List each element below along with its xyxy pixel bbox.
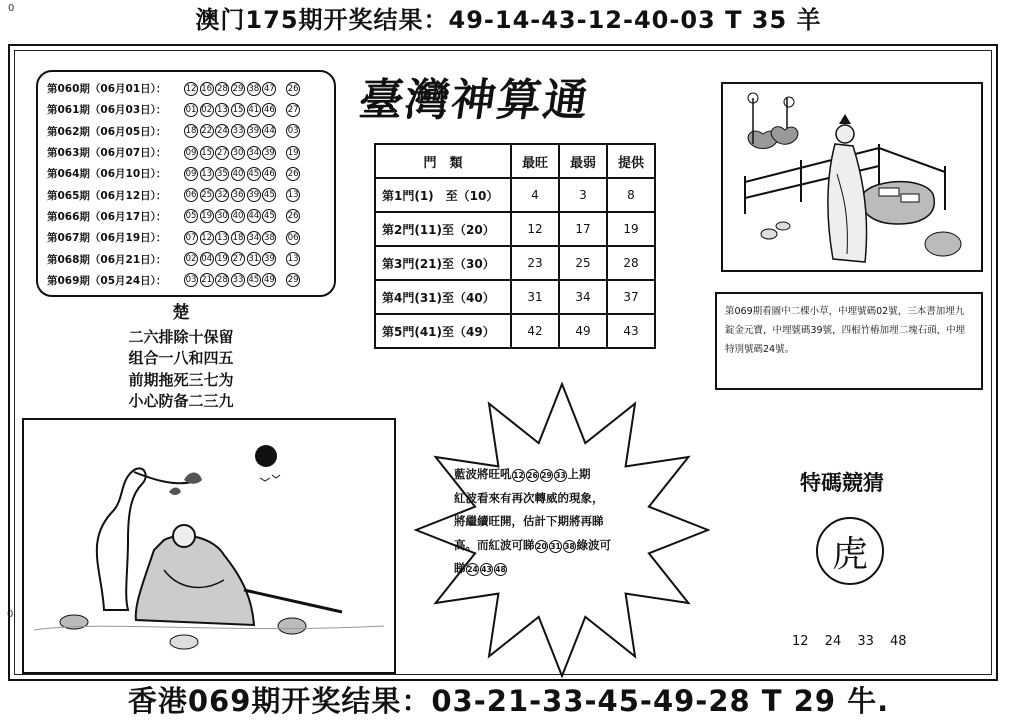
number-ball: 04 bbox=[201, 254, 213, 265]
zodiac-circle bbox=[816, 517, 884, 585]
table-header: 最旺 bbox=[511, 144, 559, 178]
number-ball: 30 bbox=[232, 147, 244, 158]
history-label: 第061期（06月03日）： bbox=[47, 104, 167, 117]
number-ball: 31 bbox=[248, 254, 260, 265]
history-row bbox=[47, 206, 326, 227]
number-ball: 02 bbox=[201, 104, 213, 115]
number-ball: 45 bbox=[248, 275, 260, 286]
number-ball: 29 bbox=[540, 469, 553, 482]
number-ball: 36 bbox=[232, 190, 244, 201]
special-number-ball: 06 bbox=[287, 232, 299, 243]
history-label: 第060期（06月01日）： bbox=[47, 83, 167, 96]
special-guess-title: 特碼競猜 bbox=[800, 471, 884, 495]
top-banner-result: 澳门175期开奖结果：49-14-43-12-40-03 T 35 羊 bbox=[195, 6, 822, 34]
page-title: 臺灣神算通 bbox=[355, 75, 593, 126]
table-cell-door: 第3門(21)至（30） bbox=[375, 246, 511, 280]
starburst-text bbox=[454, 463, 674, 581]
number-ball: 07 bbox=[185, 232, 197, 243]
number-ball: 01 bbox=[185, 104, 197, 115]
number-ball: 38 bbox=[264, 232, 275, 243]
zodiac-numbers: 12 24 33 48 bbox=[792, 634, 907, 649]
number-ball: 38 bbox=[248, 83, 260, 94]
special-number-ball: 29 bbox=[287, 275, 299, 286]
special-number-ball: 27 bbox=[287, 104, 299, 115]
number-ball: 09 bbox=[185, 168, 197, 179]
number-ball: 12 bbox=[185, 83, 197, 94]
star-line: 上期 bbox=[567, 467, 591, 481]
number-ball: 31 bbox=[549, 540, 562, 553]
number-ball: 27 bbox=[216, 147, 228, 158]
table-cell-max: 23 bbox=[511, 246, 559, 280]
number-ball: 45 bbox=[264, 211, 275, 222]
number-ball: 22 bbox=[201, 126, 213, 137]
number-ball: 28 bbox=[216, 83, 228, 94]
number-ball: 28 bbox=[216, 275, 228, 286]
history-results-box bbox=[36, 70, 336, 297]
number-ball: 46 bbox=[264, 168, 275, 179]
number-ball: 18 bbox=[232, 232, 244, 243]
number-ball: 39 bbox=[248, 126, 260, 137]
table-cell-min: 49 bbox=[559, 314, 607, 348]
number-ball: 27 bbox=[232, 254, 244, 265]
bottom-banner-result: 香港069期开奖结果：03-21-33-45-49-28 T 29 牛. bbox=[127, 684, 890, 718]
history-row bbox=[47, 99, 326, 120]
table-cell-offer: 28 bbox=[607, 246, 655, 280]
history-label: 第069期（05月24日）： bbox=[47, 274, 167, 287]
history-row bbox=[47, 142, 326, 163]
poem-line: 前期拖死三七为 bbox=[128, 370, 234, 389]
table-cell-max: 12 bbox=[511, 212, 559, 246]
number-ball: 38 bbox=[563, 540, 576, 553]
table-cell-min: 34 bbox=[559, 280, 607, 314]
door-stats-table bbox=[374, 143, 656, 349]
number-ball: 02 bbox=[185, 254, 197, 265]
history-label: 第067期（06月19日）： bbox=[47, 232, 167, 245]
special-number-ball: 13 bbox=[287, 254, 299, 265]
number-ball: 13 bbox=[216, 104, 228, 115]
table-header: 最弱 bbox=[559, 144, 607, 178]
table-cell-max: 42 bbox=[511, 314, 559, 348]
history-label: 第062期（06月05日）： bbox=[47, 125, 167, 138]
star-line: 紅波看來有再次轉威的現象， bbox=[454, 490, 604, 505]
star-line: 藍波將旺吼 bbox=[454, 467, 512, 481]
star-line: 睇 bbox=[454, 561, 466, 575]
star-line: 綠波可 bbox=[576, 537, 611, 552]
number-ball: 12 bbox=[201, 232, 213, 243]
number-ball: 05 bbox=[185, 211, 197, 222]
poem-line: 小心防备二三九 bbox=[128, 392, 234, 410]
number-ball: 40 bbox=[232, 211, 244, 222]
hint-note-box bbox=[715, 292, 983, 390]
number-ball: 49 bbox=[264, 275, 275, 286]
history-row bbox=[47, 184, 326, 205]
number-ball: 33 bbox=[554, 469, 567, 482]
number-ball: 15 bbox=[232, 104, 244, 115]
number-ball: 45 bbox=[264, 190, 275, 201]
number-ball: 13 bbox=[216, 232, 228, 243]
history-row bbox=[47, 227, 326, 248]
poem-line: 二六排除十保留 bbox=[128, 327, 234, 346]
history-row bbox=[47, 163, 326, 184]
number-ball: 40 bbox=[232, 168, 244, 179]
table-cell-offer: 43 bbox=[607, 314, 655, 348]
table-header: 門 類 bbox=[375, 144, 511, 178]
star-line: 高。而紅波可睇 bbox=[454, 537, 535, 552]
number-ball: 19 bbox=[201, 211, 213, 222]
number-ball: 39 bbox=[264, 254, 275, 265]
special-number-ball: 19 bbox=[287, 147, 299, 158]
number-ball: 29 bbox=[232, 83, 244, 94]
number-ball: 43 bbox=[480, 563, 493, 576]
table-cell-offer: 37 bbox=[607, 280, 655, 314]
number-ball: 34 bbox=[248, 232, 260, 243]
table-cell-door: 第4門(31)至（40） bbox=[375, 280, 511, 314]
number-ball: 35 bbox=[216, 168, 228, 179]
number-ball: 20 bbox=[535, 540, 548, 553]
table-cell-door: 第5門(41)至（49） bbox=[375, 314, 511, 348]
number-ball: 03 bbox=[185, 275, 197, 286]
special-number-ball: 13 bbox=[287, 190, 299, 201]
number-ball: 09 bbox=[185, 147, 197, 158]
hint-note-text: 第069期看圖中二棵小草，中埋號碼02號，三本書加埋九錠金元寶，中埋號碼39號，四根竹樁加埋二塊石頭，中埋特別號碼24號。 bbox=[725, 306, 966, 355]
history-row bbox=[47, 270, 326, 291]
number-ball: 44 bbox=[248, 211, 260, 222]
table-cell-offer: 19 bbox=[607, 212, 655, 246]
poem-line: 组合一八和四五 bbox=[128, 349, 234, 367]
table-cell-min: 25 bbox=[559, 246, 607, 280]
history-label: 第065期（06月12日）： bbox=[47, 189, 167, 202]
table-cell-min: 17 bbox=[559, 212, 607, 246]
number-ball: 41 bbox=[248, 104, 260, 115]
history-label: 第066期（06月17日）： bbox=[47, 210, 167, 223]
special-number-ball: 26 bbox=[287, 83, 299, 94]
table-cell-offer: 8 bbox=[607, 178, 655, 212]
table-header-row bbox=[375, 144, 655, 178]
number-ball: 25 bbox=[201, 190, 213, 201]
table-row bbox=[375, 246, 655, 280]
number-ball: 33 bbox=[232, 126, 244, 137]
number-ball: 34 bbox=[248, 147, 260, 158]
history-row bbox=[47, 121, 326, 142]
number-ball: 33 bbox=[232, 275, 244, 286]
history-label: 第063期（06月07日）： bbox=[47, 147, 167, 160]
number-ball: 24 bbox=[216, 126, 228, 137]
number-ball: 47 bbox=[264, 83, 275, 94]
number-ball: 39 bbox=[264, 147, 275, 158]
sleeping-monk-illustration bbox=[22, 418, 396, 674]
history-label: 第064期（06月10日）： bbox=[47, 168, 167, 181]
table-row bbox=[375, 178, 655, 212]
number-ball: 45 bbox=[248, 168, 260, 179]
table-row bbox=[375, 280, 655, 314]
table-cell-max: 4 bbox=[511, 178, 559, 212]
history-row bbox=[47, 78, 326, 99]
special-number-ball: 26 bbox=[287, 211, 299, 222]
history-label: 第068期（06月21日）： bbox=[47, 253, 167, 266]
number-ball: 12 bbox=[512, 469, 525, 482]
number-ball: 39 bbox=[248, 190, 260, 201]
table-cell-door: 第2門(11)至（20） bbox=[375, 212, 511, 246]
scholar-garden-illustration bbox=[721, 82, 983, 272]
number-ball: 44 bbox=[264, 126, 275, 137]
number-ball: 15 bbox=[201, 147, 213, 158]
number-ball: 30 bbox=[216, 211, 228, 222]
zodiac-animal: 虎 bbox=[831, 533, 868, 575]
special-number-ball: 03 bbox=[287, 126, 299, 137]
table-row bbox=[375, 314, 655, 348]
poem-heading: 楚 bbox=[172, 303, 190, 323]
number-ball: 06 bbox=[185, 190, 197, 201]
special-number-ball: 26 bbox=[287, 168, 299, 179]
number-ball: 19 bbox=[216, 254, 228, 265]
number-ball: 46 bbox=[264, 104, 275, 115]
number-ball: 18 bbox=[185, 126, 197, 137]
number-ball: 26 bbox=[526, 469, 539, 482]
number-ball: 21 bbox=[201, 275, 213, 286]
number-ball: 48 bbox=[494, 563, 507, 576]
poem-block bbox=[96, 303, 266, 413]
number-ball: 24 bbox=[466, 563, 479, 576]
table-cell-max: 31 bbox=[511, 280, 559, 314]
table-row bbox=[375, 212, 655, 246]
number-ball: 16 bbox=[201, 83, 213, 94]
table-cell-min: 3 bbox=[559, 178, 607, 212]
number-ball: 13 bbox=[201, 168, 213, 179]
number-ball: 32 bbox=[216, 190, 228, 201]
table-header: 提供 bbox=[607, 144, 655, 178]
corner-mark-left: 0 bbox=[7, 609, 14, 620]
star-line: 將繼續旺開，估計下期將再睇 bbox=[454, 514, 604, 528]
corner-mark-top: 0 bbox=[8, 3, 15, 14]
history-row bbox=[47, 248, 326, 269]
table-cell-door: 第1門(1) 至（10） bbox=[375, 178, 511, 212]
